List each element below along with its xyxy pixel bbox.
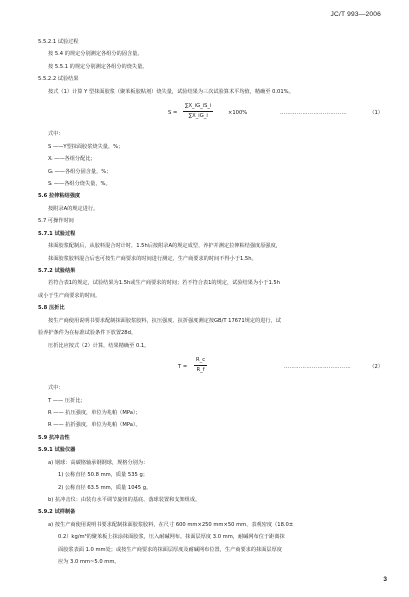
equation-1 — [38, 98, 383, 128]
eq2-fraction — [194, 356, 207, 375]
section-5-8-to-5-9 — [38, 382, 383, 569]
text-line: 面胶浆表面 1.0 mm处；或按生产商要求的抹面层厚度及耐碱网布位置，生产商要求的抹面层厚度 — [58, 546, 282, 553]
eq1-tail: ×100% — [228, 110, 248, 117]
text-line: 5.7.1 试验过程 — [38, 230, 76, 237]
text-line: 验养护条件为在标准试验条件下放置28d。 — [38, 330, 137, 337]
text-line: 按 5.5.1 的规定分别测定各组分的烧失量。 — [48, 63, 148, 70]
text-line: 5.9 抗冲击性 — [38, 434, 70, 441]
eq1-denominator: ∑X_iG_i — [188, 113, 208, 120]
text-line: Gᵢ ——各组分固含量，%； — [48, 168, 112, 175]
eq2-numerator: R_c — [194, 356, 207, 366]
text-line: 5.7 可操作时间 — [38, 218, 74, 225]
text-line: 或小于生产商要求的时间。 — [38, 292, 101, 299]
text-line: 按附录A的规定进行。 — [48, 205, 99, 212]
text-line: 5.6 拉伸粘结强度 — [38, 193, 81, 200]
text-line: 按 5.4 的规定分别测定各组分的固含量。 — [48, 51, 143, 58]
eq1-fraction — [183, 102, 213, 121]
text-line: T —— 压折比； — [48, 397, 86, 404]
text-line: 按式（1）计算 Y 型抹面胶浆（聚苯板胶粘剂）烧失量，试验结果为三次试验算术平均值，精确至 0.01%。 — [48, 88, 294, 95]
eq1-numerator: ∑X_iG_iS_i — [183, 102, 213, 112]
text-line: b) 抗冲击仪：由装有水平调节旋钮的基底、落球装置和支架组成。 — [48, 497, 201, 503]
eq2-denominator: R_f — [196, 367, 205, 374]
eq2-leader-dots: ……………………………… — [284, 364, 352, 371]
text-line: Sᵢ ——各组分烧失量，%。 — [48, 180, 111, 187]
eq1-number: （1） — [369, 110, 383, 117]
text-line: 应为 3.0 mm~5.0 mm。 — [58, 559, 120, 566]
text-line: 式中： — [48, 131, 64, 138]
text-line: 2) 公称直径 63.5 mm，质量 1045 g。 — [58, 484, 152, 491]
text-line: 抹面胶浆配制后，从胶料混合时计时，1.5h后按附录A的规定成型、养护并测定拉伸粘结强度原强度， — [48, 243, 281, 250]
text-line: 抹面胶浆胶料混合后也可按生产商要求的时间进行测定，生产商要求的时间不得小于1.5h。 — [48, 255, 257, 262]
text-line: R —— 抗压强度，单位为兆帕（MPa）； — [48, 409, 141, 416]
page-number: 3 — [383, 576, 387, 583]
text-line: 5.8 压折比 — [38, 305, 65, 312]
section-5-6-to-5-8 — [38, 128, 383, 352]
text-line: a) 按生产商使用说明书要求配制抹面胶浆胶料，在尺寸 600 mm×250 mm×50 mm、表观密度（18.0± — [48, 521, 294, 528]
text-line: R —— 抗折强度，单位为兆帕（MPa）。 — [48, 422, 141, 429]
eq1-lhs: S = — [168, 110, 178, 117]
text-line: 0.2）kg/m³的聚苯板上抹涂抹面胶浆，压入耐碱网布。抹面层厚度 3.0 mm，耐碱网布位于距离抹 — [58, 534, 285, 541]
text-line: 5.5.2.2 试验结果 — [38, 76, 79, 83]
standard-code-header: JC/T 993—2006 — [330, 11, 381, 18]
eq2-lhs: T = — [178, 364, 188, 371]
text-line: 1) 公称直径 50.8 mm，质量 535 g； — [58, 472, 148, 479]
text-line: 按生产商使用说明书要求配制抹面胶浆胶料，抗压强度、抗折强度测定按GB/T 17671规定的进行，试 — [48, 317, 281, 324]
text-line: 压折比应按式（2）计算，结果精确至 0.1。 — [48, 342, 150, 349]
eq2-number: （2） — [369, 364, 383, 371]
body-text — [38, 36, 383, 569]
text-line: 5.5.2.1 试验过程 — [38, 39, 79, 45]
text-line: 5.9.2 试样制备 — [38, 509, 76, 516]
text-line: S ——Y型抹面胶浆烧失量，%； — [48, 143, 124, 150]
text-line: 5.9.1 试验仪器 — [38, 447, 76, 454]
text-line: 5.7.2 试验结果 — [38, 268, 76, 274]
text-line: 式中： — [48, 385, 64, 392]
equation-2 — [38, 352, 383, 382]
eq1-leader-dots: ……………………………… — [280, 110, 348, 117]
text-line: 若符合表1的规定，试验结果为1.5h或生产商要求的时间；若不符合表1的规定，试验结果为小于1.5h — [48, 280, 280, 287]
text-line: Xᵢ ——各组分配比； — [48, 156, 96, 163]
text-line: a) 钢球：高碳铬轴承钢钢球，规格分别为： — [48, 459, 149, 466]
section-5-5-2 — [38, 36, 383, 98]
